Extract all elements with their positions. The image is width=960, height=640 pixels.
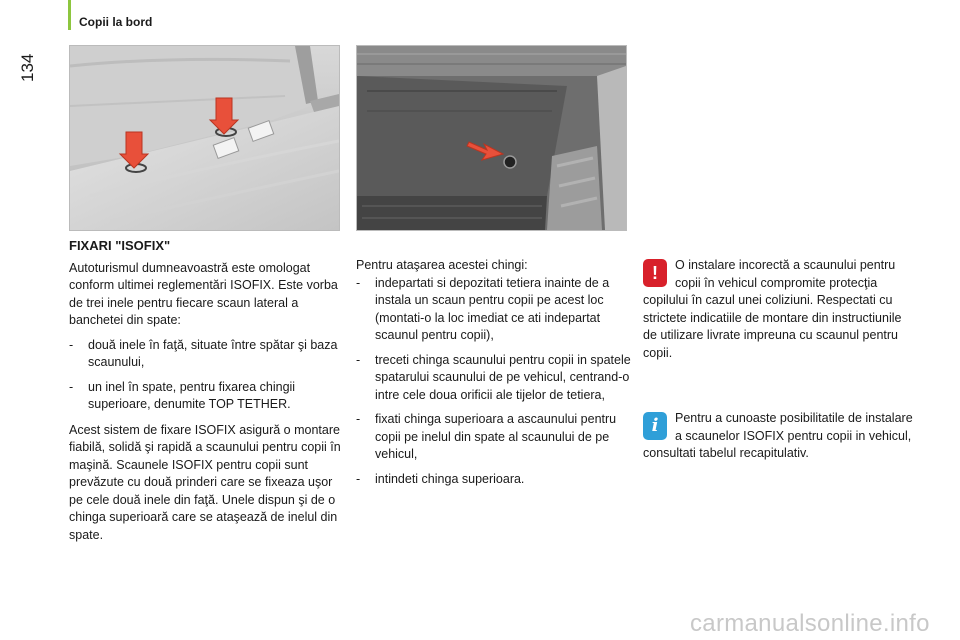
- warning-text: O instalare incorectă a scaunului pentru copii în vehicul compromite protecţia copilului în cazul unei coliziuni. Respectati cu strictete indicatiile de montare din instructiunile de utilizare livrate impreuna cu scaunul pentru copii.: [643, 258, 902, 360]
- list-item-text: intindeti chinga superioara.: [375, 471, 525, 486]
- info-text: Pentru a cunoaste posibilitatile de instalare a scaunelor ISOFIX pentru copii in vehicul, consultati tabelul recapitulativ.: [643, 411, 913, 460]
- list-item: [356, 275, 631, 345]
- list-item-text: fixati chinga superioara a ascaunului pentru copii pe inelul din spate al scaunului de pe vehicul,: [375, 412, 617, 461]
- warning-icon: !: [643, 259, 667, 287]
- list-item: [356, 471, 631, 489]
- list-item-text: indepartati si depozitati tetiera inainte de a instala un scaun pentru copii pe acest loc (montati-o la loc imediat ce ati indepartat scaunul pentru copii),: [375, 275, 610, 342]
- isofix-intro: Autoturismul dumneavoastră este omologat conform ultimei reglementări ISOFIX. Este vorba de trei inele pentru fiecare scaun lateral a banchetei din spate:: [69, 260, 338, 327]
- isofix-system-paragraph: Acest sistem de fixare ISOFIX asigură o montare fiabilă, solidă şi rapidă a scaunului pentru copii în maşină. Scaunele ISOFIX pentru copii sunt prevăzute cu două prinderi care se fixeaza uşor pe cele două inele din faţă. Unele dispun şi de o chinga superioară care se ataşează de inelul din spate.: [69, 422, 341, 542]
- accent-bar: [68, 0, 71, 30]
- list-dash: -: [356, 412, 361, 426]
- list-item: [69, 337, 344, 372]
- list-dash: -: [69, 337, 74, 352]
- list-dash: -: [356, 471, 361, 486]
- isofix-rings-photo: [69, 45, 340, 231]
- list-item: [69, 379, 344, 414]
- list-item-text: două inele în faţă, situate între spătar şi baza scaunului,: [88, 337, 338, 369]
- notes-column: [643, 257, 918, 463]
- watermark: carmanualsonline.info: [690, 610, 930, 637]
- page-number: 134: [18, 53, 37, 82]
- top-tether-instructions-column: [356, 257, 631, 488]
- tether-intro: Pentru ataşarea acestei chingi:: [356, 258, 528, 272]
- list-dash: -: [69, 379, 74, 394]
- isofix-heading: FIXARI "ISOFIX": [69, 238, 171, 253]
- list-dash: -: [356, 352, 361, 367]
- list-item: [356, 411, 631, 464]
- list-dash: -: [356, 275, 361, 290]
- list-item: [356, 352, 631, 405]
- list-item-text: un inel în spate, pentru fixarea chingii superioare, denumite TOP TETHER.: [88, 379, 296, 411]
- warning-note: [643, 257, 918, 362]
- isofix-description-column: [69, 237, 344, 544]
- info-icon: i: [643, 412, 667, 440]
- top-tether-ring-photo: [356, 45, 627, 231]
- list-item-text: treceti chinga scaunului pentru copii in spatele spatarului scaunului de pe vehicul, centrand-o intre cele doua orificii ale tijelor de tetiera,: [375, 352, 631, 402]
- section-title: Copii la bord: [79, 15, 153, 29]
- info-note: [643, 410, 918, 463]
